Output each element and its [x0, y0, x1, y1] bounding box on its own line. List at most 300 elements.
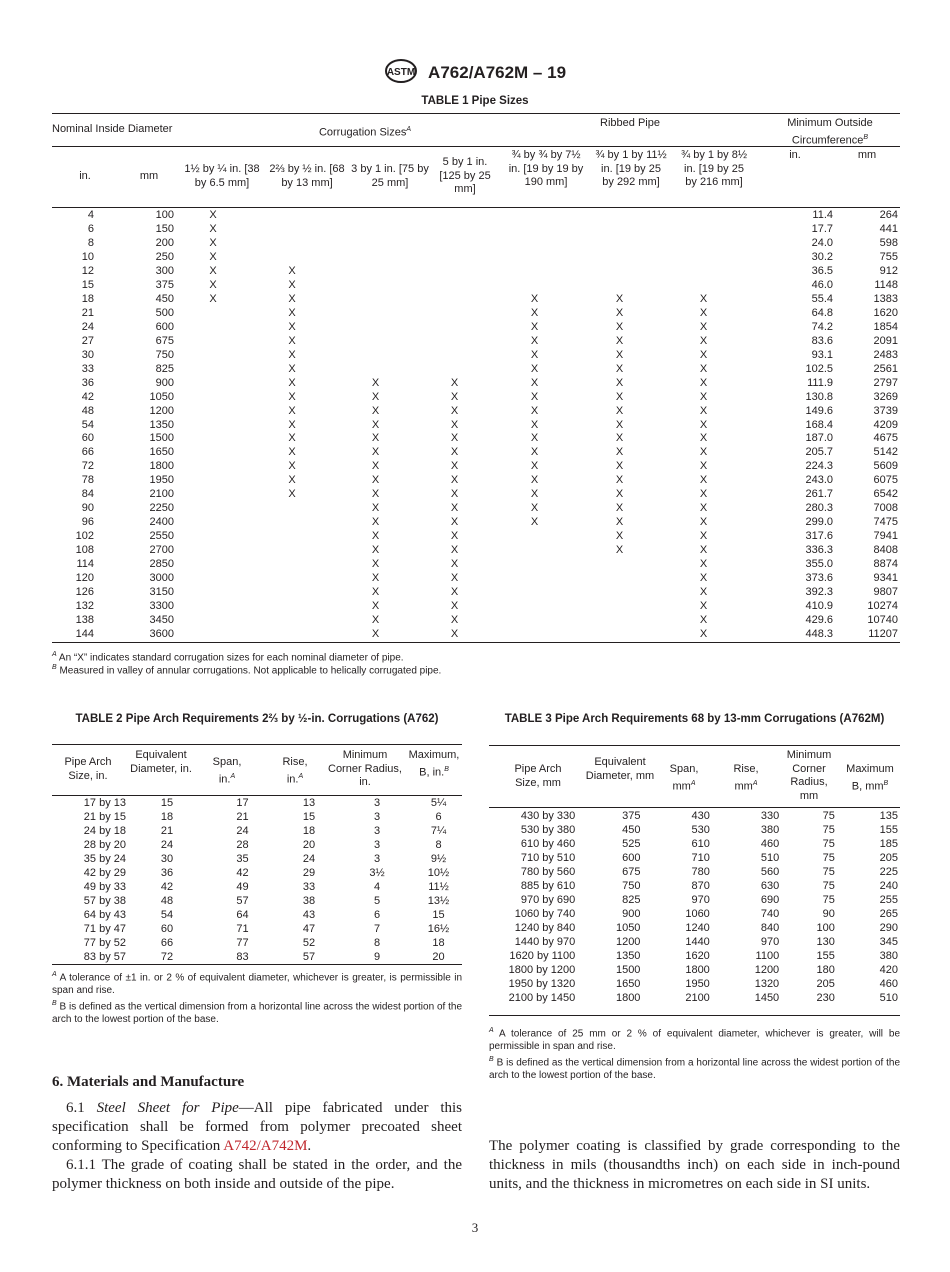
table1-cell: X	[209, 237, 217, 250]
table2-row	[52, 797, 462, 811]
table1-cell	[492, 613, 577, 627]
table1-cell: X	[371, 571, 380, 584]
table1-cell: 1800	[149, 460, 174, 473]
table3-cell: 1620 by 1100	[509, 949, 576, 962]
t1-h-min-outside-sup: B	[863, 133, 869, 141]
table1-cell	[577, 557, 662, 571]
table2-cell: 7	[373, 922, 381, 935]
table1-cell: X	[288, 279, 296, 292]
table1-cell: X	[615, 460, 624, 473]
table1-cell	[417, 307, 492, 321]
table2-cell: 66	[160, 936, 174, 949]
table1-cell	[662, 251, 745, 265]
table1-cell: 5609	[873, 460, 898, 473]
table2-cell: 42	[236, 867, 249, 880]
table1-cell: 144	[75, 627, 94, 640]
table1-cell	[577, 599, 662, 613]
table1-cell: 7941	[873, 530, 898, 543]
table2-cell: 3½	[369, 867, 385, 880]
table1-cell	[492, 251, 577, 265]
table1-cell: X	[699, 460, 708, 473]
table2-cell: 9	[373, 950, 381, 963]
t2-h-span	[207, 756, 247, 787]
table1-cell	[334, 251, 417, 265]
table1-cell	[492, 585, 577, 599]
table1-cell: X	[288, 432, 296, 445]
t3-h-size: Pipe Arch Size, mm	[514, 763, 562, 789]
table1-cell	[492, 237, 577, 251]
table1-cell: 18	[81, 293, 94, 306]
table1-cell	[250, 530, 334, 544]
table2-cell: 3	[373, 853, 381, 866]
table1-cell: X	[450, 502, 459, 515]
table1-cell: 24.0	[811, 237, 833, 250]
table1-cell: X	[371, 516, 380, 529]
table1-row	[52, 376, 900, 390]
table1-cell: 64.8	[811, 307, 833, 320]
table1-cell: X	[288, 446, 296, 459]
table1-cell: X	[371, 446, 380, 459]
table1-cell: X	[615, 530, 624, 543]
table1-cell: X	[615, 390, 624, 403]
table1-cell: X	[615, 362, 624, 375]
table1-cell: 187.0	[805, 432, 833, 445]
table1-cell: X	[615, 432, 624, 445]
table1-cell: 4	[87, 209, 94, 222]
table2-row	[52, 825, 462, 839]
table1-cell: 10	[81, 251, 94, 264]
table2-body	[52, 797, 462, 964]
table1-cell	[577, 279, 662, 293]
table1-cell: X	[288, 474, 296, 487]
table1-cell: X	[699, 404, 708, 417]
table3-cell: 740	[760, 908, 780, 921]
table1-row	[52, 599, 900, 613]
table3-cell: 690	[760, 894, 780, 907]
table1-cell: X	[530, 502, 539, 515]
table3-cell: 205	[879, 852, 898, 865]
table1-cell: 261.7	[805, 488, 833, 501]
table3-cell: 255	[879, 894, 898, 907]
table1-cell: 1200	[149, 404, 174, 417]
table3-cell: 1200	[754, 963, 780, 976]
table2-cell: 57 by 38	[83, 895, 126, 908]
para-6-1-1: 6.1.1 The grade of coating shall be stated in the order, and the polymer thickness on both inside and outside of the pipe.	[52, 1157, 462, 1192]
table1-cell	[492, 223, 577, 237]
table1-cell	[250, 209, 334, 223]
t1-fna-text: An “X” indicates standard corrugation sizes for each nominal diameter of pipe.	[58, 652, 404, 664]
table1-cell: X	[530, 516, 539, 529]
table1-cell: X	[288, 488, 296, 501]
t1-h-r3: ¾ by 1 by 8½ in. [19 by 25 by 216 mm]	[680, 149, 748, 188]
table1-cell: X	[699, 334, 708, 347]
table1-cell: 27	[81, 334, 94, 347]
t1-fnb-sup: B	[52, 664, 57, 671]
table3-cell: 135	[879, 810, 898, 823]
table1-cell	[176, 321, 250, 335]
table1-row	[52, 627, 900, 641]
table1-cell: X	[530, 432, 539, 445]
table1-cell: X	[371, 557, 380, 570]
table1-row	[52, 279, 900, 293]
table2-cell: 6	[435, 811, 442, 824]
table1-cell: 1350	[149, 418, 174, 431]
table3-cell: 1100	[755, 949, 780, 962]
table1-cell: 3150	[149, 585, 174, 598]
table2-row	[52, 895, 462, 909]
table1-cell	[334, 362, 417, 376]
table3-cell: 840	[760, 921, 780, 934]
table1-row	[52, 544, 900, 558]
t1-h-corrugation	[265, 123, 465, 140]
table1-cell	[334, 348, 417, 362]
table1-cell	[417, 251, 492, 265]
table3-cell: 1320	[754, 977, 780, 990]
table1-cell: 8408	[873, 543, 898, 556]
table3-cell: 710 by 510	[520, 852, 576, 865]
table3-cell: 885 by 610	[520, 880, 576, 893]
table1-cell	[250, 223, 334, 237]
table1-cell	[250, 237, 334, 251]
table1-cell	[176, 474, 250, 488]
table3-cell: 510	[879, 991, 898, 1004]
page-number: 3	[471, 1220, 479, 1235]
table3-footnote-a	[489, 1024, 900, 1053]
table1-cell: X	[450, 571, 459, 584]
table1-header-bottom-rule	[52, 207, 900, 208]
table1-cell	[176, 516, 250, 530]
table1-cell: 168.4	[805, 418, 833, 431]
table1-cell	[250, 544, 334, 558]
table3-cell: 530 by 380	[520, 824, 576, 837]
table1-cell: 448.3	[805, 627, 833, 640]
table1-cell: 4675	[873, 432, 898, 445]
table1-cell: X	[699, 543, 708, 556]
table1-cell: X	[615, 307, 624, 320]
table2-row	[52, 881, 462, 895]
table1-cell: 3450	[149, 613, 174, 626]
table1-cell: 3600	[149, 627, 174, 640]
table1-row	[52, 613, 900, 627]
table1-cell	[334, 209, 417, 223]
table1-cell: 5142	[873, 446, 898, 459]
table1-cell: X	[450, 585, 459, 598]
t1-h-in: in.	[79, 170, 91, 182]
table2-cell: 42	[160, 881, 174, 894]
table1-cell	[417, 293, 492, 307]
table3-cell: 345	[879, 935, 898, 948]
table3-row	[489, 949, 900, 963]
table2-row	[52, 922, 462, 936]
table3-cell: 75	[822, 880, 835, 893]
table1-cell	[176, 488, 250, 502]
table3-cell: 2100	[685, 991, 710, 1004]
table1-cell: 675	[155, 334, 174, 347]
table2-cell: 35 by 24	[83, 853, 126, 866]
table1-cell: 120	[75, 571, 94, 584]
table1-cell: 90	[81, 502, 94, 515]
table1-cell	[176, 334, 250, 348]
table1-cell: X	[615, 474, 624, 487]
table1-cell: 7475	[873, 516, 898, 529]
table1-cell: X	[371, 585, 380, 598]
table1-cell: X	[450, 516, 459, 529]
table1-cell: 410.9	[805, 599, 833, 612]
table1-cell: X	[450, 488, 459, 501]
table2-cell: 24	[236, 825, 249, 838]
table1-cell: 2400	[149, 516, 174, 529]
table2-caption: TABLE 2 Pipe Arch Requirements 2⅔ by ½-in. Corrugations (A762)	[75, 713, 439, 725]
table1-cell: 1383	[873, 293, 898, 306]
table3-cell: 1060	[685, 908, 710, 921]
table2-row	[52, 950, 462, 964]
table2-header-rule	[52, 795, 462, 796]
table1-cell: X	[288, 376, 296, 389]
t2-h-span-sup: A	[230, 772, 236, 780]
table1-cell: 132	[75, 599, 94, 612]
table1-cell: 2700	[149, 543, 174, 556]
table2-cell: 8	[435, 839, 442, 852]
table2-cell: 8	[373, 936, 381, 949]
table1-row	[52, 474, 900, 488]
table1-caption: TABLE 1 Pipe Sizes	[421, 95, 529, 107]
table1-row	[52, 585, 900, 599]
table1-cell: X	[450, 404, 459, 417]
table1-cell: X	[615, 543, 624, 556]
table1-cell: X	[699, 585, 708, 598]
table1-cell: 250	[155, 251, 174, 264]
table3-cell: 1800	[615, 991, 641, 1004]
table1-cell	[176, 613, 250, 627]
table3-cell: 675	[622, 866, 641, 879]
table3-cell: 600	[622, 852, 641, 865]
table2-cell: 3	[373, 839, 381, 852]
table1-cell: 2483	[873, 348, 898, 361]
table3-cell: 75	[822, 810, 835, 823]
t1-fnb-text: Measured in valley of annular corrugations. Not applicable to helically corrugated pipe.	[59, 665, 442, 677]
table1-cell: 102.5	[805, 362, 833, 375]
table1-cell: X	[371, 530, 380, 543]
table3-cell: 1950 by 1320	[508, 977, 576, 990]
table1-cell: X	[699, 432, 708, 445]
document-header	[0, 58, 950, 89]
table1-cell: 441	[879, 223, 898, 236]
table1-cell: X	[209, 279, 217, 292]
table2-cell: 24	[160, 839, 174, 852]
table2-cell: 4	[373, 881, 381, 894]
table1-cell: 205.7	[805, 446, 833, 459]
table1-cell: X	[288, 320, 296, 333]
table3-cell: 1950	[685, 977, 710, 990]
table1-cell	[250, 585, 334, 599]
table1-cell: 9807	[873, 585, 898, 598]
table1-cell: X	[699, 320, 708, 333]
table2-cell: 17 by 13	[83, 797, 126, 810]
table1-cell: 46.0	[811, 279, 833, 292]
table1-row	[52, 265, 900, 279]
table1-cell: X	[209, 265, 217, 278]
table1-cell	[577, 251, 662, 265]
table3-cell: 180	[816, 963, 835, 976]
table1-cell	[176, 446, 250, 460]
table2-cell: 36	[160, 867, 174, 880]
table1-cell: 1854	[873, 320, 898, 333]
table1-cell: X	[371, 474, 380, 487]
table1-cell: X	[615, 488, 624, 501]
t2-fnb-sup: B	[52, 1000, 57, 1007]
t1-h-min-outside	[770, 117, 890, 148]
table1-cell: X	[699, 348, 708, 361]
table2-cell: 43	[302, 908, 316, 921]
table1-cell: X	[699, 627, 708, 640]
table1-cell: 825	[155, 362, 174, 375]
table1-cell: X	[699, 376, 708, 389]
table1-cell: X	[615, 446, 624, 459]
table3-cell: 1800	[685, 963, 710, 976]
table1-cell: X	[371, 543, 380, 556]
table1-cell	[577, 223, 662, 237]
table1-cell	[334, 265, 417, 279]
t1-h-corrugation-sup: A	[406, 126, 412, 133]
table1-cell	[417, 334, 492, 348]
table1-cell: X	[530, 293, 539, 306]
table2-cell: 28	[236, 839, 249, 852]
table1-cell: 6542	[873, 488, 898, 501]
table3-row	[489, 824, 900, 838]
p61-num: 6.1	[66, 1100, 85, 1116]
table3-cell: 1240 by 840	[514, 921, 576, 934]
t2-h-max	[405, 749, 463, 780]
table1-cell: 2100	[149, 488, 174, 501]
table2-cell: 24 by 18	[83, 825, 126, 838]
table1-cell	[662, 237, 745, 251]
table1-cell: 84	[81, 488, 94, 501]
table3-cell: 330	[760, 810, 780, 823]
table2-cell: 83 by 57	[83, 950, 126, 963]
table1-cell	[250, 571, 334, 585]
table1-cell: 600	[155, 320, 174, 333]
table3-footnote-b	[489, 1053, 900, 1082]
table1-cell: X	[450, 390, 459, 403]
table2-cell: 28 by 20	[83, 839, 126, 852]
table1-cell: 17.7	[811, 223, 833, 236]
table1-cell: X	[615, 376, 624, 389]
table1-cell: 3739	[873, 404, 898, 417]
table2-cell: 77 by 52	[83, 936, 126, 949]
table1-cell: 4209	[873, 418, 898, 431]
table2-cell: 71	[236, 922, 249, 935]
table1-cell: 9341	[873, 571, 898, 584]
table1-cell	[176, 627, 250, 641]
table1-cell	[334, 293, 417, 307]
table1-cell: X	[699, 530, 708, 543]
table1-cell: 500	[155, 307, 174, 320]
table1-cell	[176, 348, 250, 362]
table1-cell	[577, 613, 662, 627]
table1-cell: X	[450, 557, 459, 570]
table2-cell: 30	[160, 853, 174, 866]
table1-cell: X	[699, 474, 708, 487]
table1-cell	[417, 265, 492, 279]
table1-cell: 392.3	[805, 585, 833, 598]
table1-row	[52, 502, 900, 516]
table3-cell: 1800 by 1200	[508, 963, 576, 976]
table1-cell: 450	[155, 293, 174, 306]
table3-cell: 155	[816, 949, 835, 962]
table3-cell: 380	[879, 949, 898, 962]
table3-cell: 1440	[685, 935, 710, 948]
table2-cell: 21	[160, 825, 174, 838]
table2-row	[52, 909, 462, 923]
t3-fnb-text: B is defined as the vertical dimension from a horizontal line across the widest portion of the arch to the lowest portion of the base.	[489, 1057, 901, 1082]
table1-cell: X	[450, 376, 459, 389]
table1-cell	[334, 334, 417, 348]
table3-row	[489, 880, 900, 894]
table1-cell	[492, 627, 577, 641]
table2-cell: 49 by 33	[83, 881, 126, 894]
table1-cell: 24	[81, 320, 94, 333]
p61-text: —All pipe fabricated under this specification shall be formed from polymer precoated sheet conforming to Specification	[52, 1100, 462, 1154]
table1-cell	[662, 223, 745, 237]
table2-cell: 3	[373, 825, 381, 838]
table1-cell: X	[530, 404, 539, 417]
table1-cell: X	[699, 557, 708, 570]
table2-cell: 71 by 47	[83, 922, 126, 935]
table1-cell: X	[371, 376, 380, 389]
t3-fna-text: A tolerance of 25 mm or 2 % of equivalent diameter, whichever is greater, will be permissible in span and rise.	[489, 1028, 901, 1053]
table2-row	[52, 867, 462, 881]
table1-cell	[176, 390, 250, 404]
t1-h-r2: ¾ by 1 by 11½ in. [19 by 25 by 292 mm]	[595, 149, 667, 188]
table1-cell: X	[699, 571, 708, 584]
table3-cell: 610 by 460	[520, 838, 576, 851]
table1-cell: 373.6	[805, 571, 833, 584]
table3-row	[489, 852, 900, 866]
table1-cell: X	[288, 307, 296, 320]
table1-cell: X	[288, 348, 296, 361]
table3-cell: 750	[622, 880, 641, 893]
t3-h-rise	[725, 763, 767, 794]
right-column-para: The polymer coating is classified by grade corresponding to the thickness in mils (thousandths inch) on each side in inch-pound units, and the thickness in micrometres on each side in SI units.	[489, 1138, 900, 1192]
table1-cell	[577, 237, 662, 251]
table1-row	[52, 209, 900, 223]
table3-cell: 970	[691, 894, 710, 907]
t2-h-equiv: Equivalent Diameter, in.	[130, 749, 192, 775]
t3-h-max-sup: B	[883, 779, 889, 787]
table2-cell: 15	[160, 797, 174, 810]
table3-cell: 290	[879, 921, 898, 934]
table1-cell: 126	[75, 585, 94, 598]
table1-cell	[176, 404, 250, 418]
t2-h-size: Pipe Arch Size, in.	[64, 756, 112, 782]
table2-cell: 6	[373, 908, 381, 921]
table2-cell: 57	[302, 950, 316, 963]
t1-h-c2: 2⅔ by ½ in. [68 by 13 mm]	[269, 163, 345, 189]
table2-cell: 24	[302, 853, 316, 866]
table3-cell: 2100 by 1450	[508, 991, 576, 1004]
table1-cell: X	[615, 418, 624, 431]
table1-row	[52, 293, 900, 307]
table1-cell: 375	[155, 279, 174, 292]
table1-cell: 11207	[868, 627, 898, 640]
table3-cell: 970	[760, 935, 780, 948]
spec-link-a742[interactable]: A742/A742M	[223, 1138, 308, 1154]
table1-cell: 7008	[873, 502, 898, 515]
table1-cell: X	[288, 418, 296, 431]
table3-cell: 90	[822, 908, 835, 921]
table3-cell: 225	[879, 866, 898, 879]
table1-cell	[417, 237, 492, 251]
